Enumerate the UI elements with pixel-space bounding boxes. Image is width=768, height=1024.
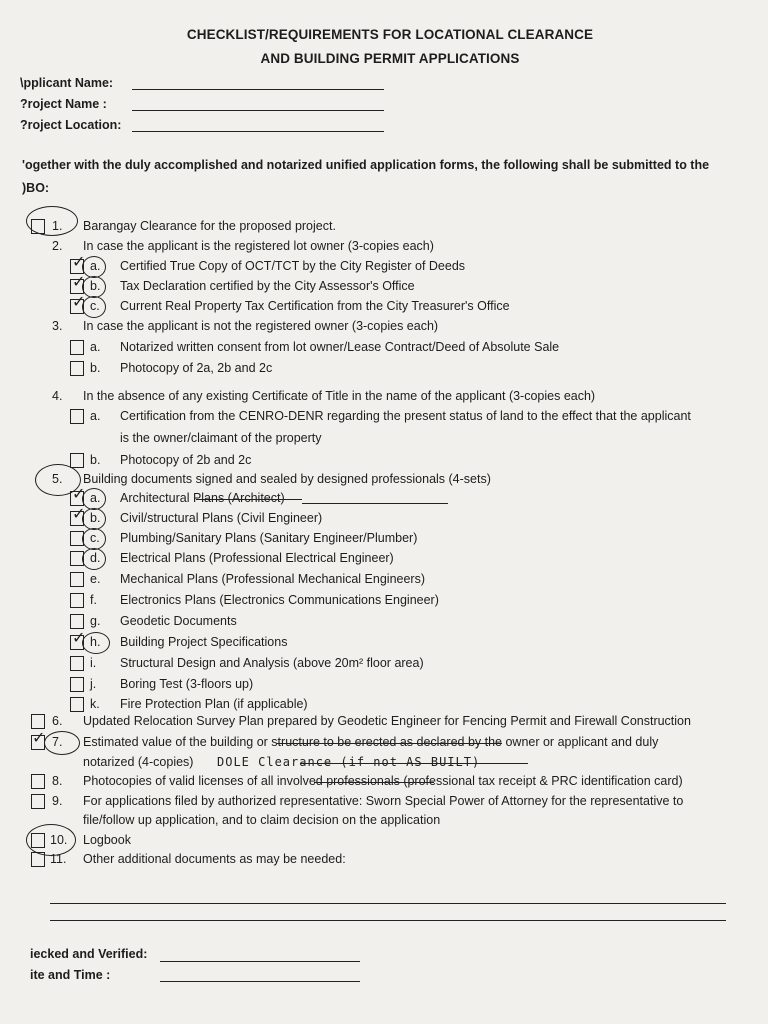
additional-docs-line-1[interactable]	[50, 903, 726, 904]
item-6-text: Updated Relocation Survey Plan prepared by Geodetic Engineer for Fencing Permit and Firewall Construction	[83, 714, 691, 728]
item-5b-letter: b.	[90, 511, 101, 525]
item-9-text: For applications filed by authorized representative: Sworn Special Power of Attorney for the representative to	[83, 794, 684, 808]
item-5e-letter: e.	[90, 572, 101, 586]
checkbox-item-9[interactable]	[31, 794, 45, 809]
item-10-number: 10.	[50, 833, 68, 847]
item-4a-text: Certification from the CENRO-DENR regarding the present status of land to the effect that the applicant	[120, 409, 691, 423]
item-10-text: Logbook	[83, 833, 131, 847]
item-5i-letter: i.	[90, 656, 97, 670]
strikethrough-mark	[196, 499, 302, 500]
date-time-line[interactable]	[160, 981, 360, 982]
item-2a-text: Certified True Copy of OCT/TCT by the City Register of Deeds	[120, 259, 466, 273]
item-3b-text: Photocopy of 2a, 2b and 2c	[120, 361, 273, 375]
project-location-label: ?roject Location:	[20, 118, 122, 132]
applicant-name-line[interactable]	[132, 89, 384, 90]
item-4-text: In the absence of any existing Certificate of Title in the name of the applicant (3-copies each)	[83, 389, 596, 403]
item-5h-letter: h.	[90, 635, 101, 649]
checked-verified-line[interactable]	[160, 961, 360, 962]
check-mark-icon: ✓	[72, 486, 86, 503]
item-5d-text: Electrical Plans (Professional Electrical Engineer)	[120, 551, 394, 565]
checkbox-item-5j[interactable]	[70, 677, 84, 692]
item-4b-letter: b.	[90, 453, 101, 467]
item-5-text: Building documents signed and sealed by designed professionals (4-sets)	[83, 472, 491, 486]
item-5f-text: Electronics Plans (Electronics Communications Engineer)	[120, 593, 439, 607]
item-3-number: 3.	[52, 319, 63, 333]
blank-line	[302, 503, 448, 504]
item-11-text: Other additional documents as may be needed:	[83, 852, 346, 866]
item-1-number: 1.	[52, 219, 63, 233]
item-5g-text: Geodetic Documents	[120, 614, 237, 628]
intro-paragraph	[22, 154, 768, 200]
item-8-text: Photocopies of valid licenses of all involved professionals (professional tax receipt & PRC identification card)	[83, 774, 683, 788]
item-7-text: Estimated value of the building or structure to be erected as declared by the owner or applicant and duly	[83, 735, 659, 749]
strikethrough-mark	[276, 743, 502, 744]
project-name-label: ?roject Name :	[20, 97, 107, 111]
date-time-label: ite and Time :	[30, 968, 111, 982]
item-5e-text: Mechanical Plans (Professional Mechanical Engineers)	[120, 572, 426, 586]
checkbox-item-6[interactable]	[31, 714, 45, 729]
item-5i-text: Structural Design and Analysis (above 20m² floor area)	[120, 656, 424, 670]
item-9-text-cont: file/follow up application, and to claim decision on the application	[83, 813, 441, 827]
check-mark-icon: ✓	[32, 730, 46, 747]
item-5j-letter: j.	[90, 677, 97, 691]
project-name-line[interactable]	[132, 110, 384, 111]
checkbox-item-3a[interactable]	[70, 340, 84, 355]
checkbox-item-5e[interactable]	[70, 572, 84, 587]
item-4-number: 4.	[52, 389, 63, 403]
item-8-number: 8.	[52, 774, 63, 788]
item-2b-text: Tax Declaration certified by the City Assessor's Office	[120, 279, 415, 293]
item-11-number: 11.	[50, 852, 67, 866]
checkbox-item-5i[interactable]	[70, 656, 84, 671]
checkbox-item-4b[interactable]	[70, 453, 84, 468]
item-5c-letter: c.	[90, 531, 100, 545]
handwritten-note: DOLE Clearance (if not AS BUILT)	[217, 755, 481, 769]
item-5k-text: Fire Protection Plan (if applicable)	[120, 697, 308, 711]
item-5h-text: Building Project Specifications	[120, 635, 288, 649]
checkbox-item-5f[interactable]	[70, 593, 84, 608]
check-mark-icon: ✓	[72, 274, 86, 291]
checkbox-item-3b[interactable]	[70, 361, 84, 376]
item-3-text: In case the applicant is not the registered owner (3-copies each)	[83, 319, 439, 333]
checkbox-item-8[interactable]	[31, 774, 45, 789]
item-4a-text-cont: is the owner/claimant of the property	[120, 431, 322, 445]
checkbox-item-4a[interactable]	[70, 409, 84, 424]
item-4a-letter: a.	[90, 409, 101, 423]
check-mark-icon: ✓	[72, 294, 86, 311]
checked-verified-label: iecked and Verified:	[30, 947, 148, 961]
item-2-text: In case the applicant is the registered lot owner (3-copies each)	[83, 239, 434, 253]
intro-line1: 'ogether with the duly accomplished and notarized unified application forms, the following shall be submitted to the	[22, 158, 710, 172]
item-5f-letter: f.	[90, 593, 97, 607]
item-2b-letter: b.	[90, 279, 101, 293]
item-3a-text: Notarized written consent from lot owner/Lease Contract/Deed of Absolute Sale	[120, 340, 560, 354]
item-7-number: 7.	[52, 735, 63, 749]
item-5a-text: Architectural Plans (Architect)	[120, 491, 285, 505]
item-9-number: 9.	[52, 794, 63, 808]
applicant-name-label: \pplicant Name:	[20, 76, 114, 90]
item-1-text: Barangay Clearance for the proposed project.	[83, 219, 336, 233]
project-location-line[interactable]	[132, 131, 384, 132]
intro-line2: )BO:	[22, 181, 50, 195]
item-3a-letter: a.	[90, 340, 101, 354]
additional-docs-line-2[interactable]	[50, 920, 726, 921]
item-5j-text: Boring Test (3-floors up)	[120, 677, 254, 691]
item-3b-letter: b.	[90, 361, 101, 375]
item-2-number: 2.	[52, 239, 63, 253]
item-2c-letter: c.	[90, 299, 100, 313]
strikethrough-mark	[314, 782, 434, 783]
check-mark-icon: ✓	[72, 630, 86, 647]
document-title-line1: CHECKLIST/REQUIREMENTS FOR LOCATIONAL CLEARANCE	[186, 27, 594, 42]
item-5c-text: Plumbing/Sanitary Plans (Sanitary Engineer/Plumber)	[120, 531, 418, 545]
item-5k-letter: k.	[90, 697, 100, 711]
item-2a-letter: a.	[90, 259, 101, 273]
item-5a-letter: a.	[90, 491, 101, 505]
item-5b-text: Civil/structural Plans (Civil Engineer)	[120, 511, 323, 525]
item-5d-letter: d.	[90, 551, 101, 565]
check-mark-icon: ✓	[72, 254, 86, 271]
item-4b-text: Photocopy of 2b and 2c	[120, 453, 252, 467]
item-7-text-cont: notarized (4-copies)	[83, 755, 194, 769]
checkbox-item-11[interactable]	[31, 852, 45, 867]
check-mark-icon: ✓	[72, 506, 86, 523]
item-2c-text: Current Real Property Tax Certification from the City Treasurer's Office	[120, 299, 510, 313]
item-6-number: 6.	[52, 714, 63, 728]
document-title-line2: AND BUILDING PERMIT APPLICATIONS	[260, 51, 520, 66]
checkbox-item-5k[interactable]	[70, 697, 84, 712]
strikethrough-mark	[300, 763, 528, 764]
item-5g-letter: g.	[90, 614, 101, 628]
item-5-number: 5.	[52, 472, 63, 486]
checkbox-item-5g[interactable]	[70, 614, 84, 629]
